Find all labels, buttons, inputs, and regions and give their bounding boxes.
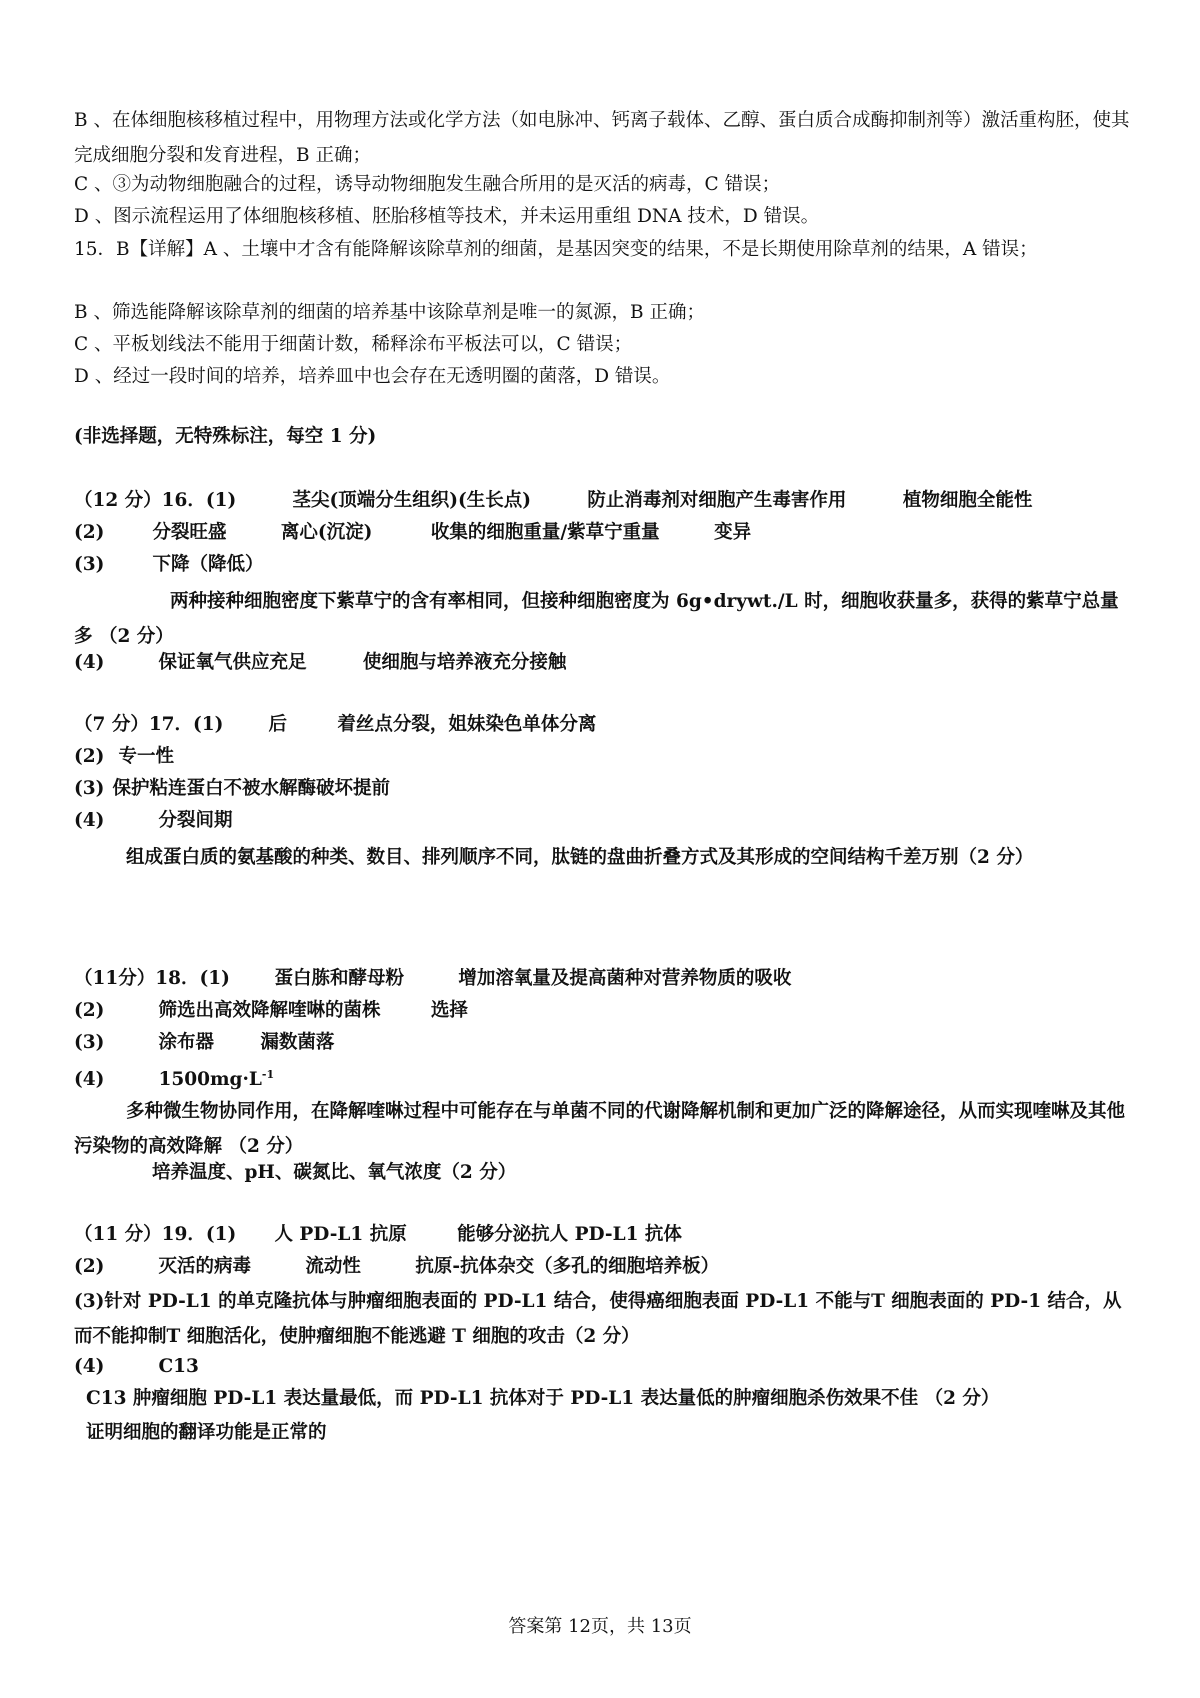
q16-answer-1c: 植物细胞全能性: [902, 490, 1033, 511]
section-note: (非选择题，无特殊标注，每空 1 分): [74, 426, 377, 447]
q16-answer-3b: 两种接种细胞密度下紫草宁的含有率相同，但接种细胞密度为 6g•drywt./L 时，细胞收获量多，获得的紫草宁总量多 （2 分）: [74, 591, 1119, 647]
q19-answer-1b: 能够分泌抗人 PD-L1 抗体: [457, 1224, 682, 1245]
q18-answer-4a-exponent: -1: [261, 1068, 275, 1081]
q16-answer-2b: 离心(沉淀): [280, 522, 373, 543]
q18-sub-4-label: (4): [74, 1069, 105, 1091]
q19-line-4: [74, 1350, 1134, 1384]
q18-answer-2b: 选择: [430, 1000, 468, 1021]
q18-answer-3b: 漏数菌落: [260, 1032, 335, 1053]
q17-answer-1a: 后: [268, 714, 287, 735]
q18-answer-4a: [158, 1058, 274, 1097]
q16-sub-2-label: (2): [74, 522, 105, 543]
q16-line-1: [74, 484, 1134, 518]
q18-answer-1b: 增加溶氧量及提高菌种对营养物质的吸收: [458, 968, 792, 989]
q14-option-c-text: C 、③为动物细胞融合的过程，诱导动物细胞发生融合所用的是灭活的病毒，C 错误；: [74, 174, 781, 195]
q16-line-2: [74, 516, 1134, 550]
q18-label: （11分）18．(1): [74, 968, 230, 989]
q16-answer-1b: 防止消毒剂对细胞产生毒害作用: [587, 490, 847, 511]
q19-answer-4a: C13: [158, 1356, 199, 1377]
q18-answer-3a: 涂布器: [158, 1032, 214, 1053]
q18-answer-1a: 蛋白胨和酵母粉: [274, 968, 404, 989]
q17-sub-3-label: (3): [74, 778, 105, 799]
q17-sub-2-label: (2): [74, 746, 105, 767]
q14-option-d-text: D 、图示流程运用了体细胞核移植、胚胎移植等技术，并未运用重组 DNA 技术，D 错误。: [74, 206, 820, 227]
q17-answer-2: 专一性: [118, 746, 174, 767]
q17-answer-3: 保护粘连蛋白不被水解酶破坏提前: [112, 778, 390, 799]
q18-sub-3-label: (3): [74, 1032, 105, 1053]
q19-sub-2-label: (2): [74, 1256, 105, 1277]
q17-line-2: [74, 740, 1134, 774]
q17-line-1: [74, 708, 1134, 742]
q18-answer-4a-value: 1500mg·L: [158, 1069, 262, 1091]
q16-answer-1a: 茎尖(顶端分生组织)(生长点): [292, 490, 531, 511]
q19-label: （11 分）19．(1): [74, 1224, 237, 1245]
q16-answer-2c: 收集的细胞重量/紫草宁重量: [430, 522, 660, 543]
q18-answer-2a: 筛选出高效降解喹啉的菌株: [158, 1000, 381, 1021]
q18-line-2: [74, 994, 1134, 1028]
q17-line-3: [74, 772, 1134, 806]
q17-answer-1b: 着丝点分裂，姐妹染色单体分离: [337, 714, 597, 735]
q16-line-4: [74, 646, 1134, 680]
q18-line-1: [74, 962, 1134, 996]
q16-answer-4a: 保证氧气供应充足: [158, 652, 307, 673]
q17-line-4: [74, 804, 1134, 838]
q18-line-4: [74, 1058, 1134, 1097]
q19-answer-3: (3)针对 PD-L1 的单克隆抗体与肿瘤细胞表面的 PD-L1 结合，使得癌细胞表面 PD-L1 不能与T 细胞表面的 PD-1 结合，从而不能抑制T 细胞活化，使肿瘤细胞不能逃避 T 细胞的攻击（2 分）: [74, 1291, 1122, 1347]
q17-answer-4b: 组成蛋白质的氨基酸的种类、数目、排列顺序不同，肽链的盘曲折叠方式及其形成的空间结构千差万别（2 分）: [126, 847, 1034, 868]
q19-answer-2b: 流动性: [305, 1256, 361, 1277]
q19-sub-4-label: (4): [74, 1356, 105, 1377]
q19-answer-4c: 证明细胞的翻译功能是正常的: [86, 1422, 327, 1443]
q15-option-b-text: B 、筛选能降解该除草剂的细菌的培养基中该除草剂是唯一的氮源，B 正确；: [74, 302, 705, 323]
q18-line-3: [74, 1026, 1134, 1060]
q19-answer-1a: 人 PD-L1 抗原: [274, 1224, 407, 1245]
q18-answer-4b: 多种微生物协同作用，在降解喹啉过程中可能存在与单菌不同的代谢降解机制和更加广泛的降解途径，从而实现喹啉及其他污染物的高效降解 （2 分）: [74, 1101, 1126, 1157]
q16-sub-3-label: (3): [74, 554, 105, 575]
q16-label: （12 分）16．(1): [74, 490, 237, 511]
q17-sub-4-label: (4): [74, 810, 105, 831]
q16-answer-3a: 下降（降低）: [152, 554, 264, 575]
q16-answer-4b: 使细胞与培养液充分接触: [362, 652, 567, 673]
q16-line-3: [74, 548, 1134, 582]
page-footer: 答案第 12页，共 13页: [508, 1616, 692, 1637]
q19-answer-2a: 灭活的病毒: [158, 1256, 251, 1277]
q17-label: （7 分）17．(1): [74, 714, 224, 735]
q16-answer-2a: 分裂旺盛: [152, 522, 227, 543]
q15-option-c-text: C 、平板划线法不能用于细菌计数，稀释涂布平板法可以，C 错误；: [74, 334, 633, 355]
q16-answer-2d: 变异: [714, 522, 752, 543]
q19-answer-4b: C13 肿瘤细胞 PD-L1 表达量最低，而 PD-L1 抗体对于 PD-L1 表达量低的肿瘤细胞杀伤效果不佳 （2 分）: [86, 1388, 1000, 1409]
q17-answer-4a: 分裂间期: [158, 810, 233, 831]
q15-option-d-text: D 、经过一段时间的培养，培养皿中也会存在无透明圈的菌落，D 错误。: [74, 366, 671, 387]
q18-answer-4c: 培养温度、pH、碳氮比、氧气浓度（2 分）: [152, 1162, 517, 1183]
q19-line-2: [74, 1250, 1134, 1284]
q16-sub-4-label: (4): [74, 652, 105, 673]
q19-line-1: [74, 1218, 1134, 1252]
q18-sub-2-label: (2): [74, 1000, 105, 1021]
q19-answer-2c: 抗原-抗体杂交（多孔的细胞培养板）: [415, 1256, 720, 1277]
q15-option-a-text: 15．B【详解】A 、土壤中才含有能降解该除草剂的细菌，是基因突变的结果，不是长期使用除草剂的结果，A 错误；: [74, 239, 1038, 260]
q14-option-b-text: B 、在体细胞核移植过程中，用物理方法或化学方法（如电脉冲、钙离子载体、乙醇、蛋白质合成酶抑制剂等）激活重构胚，使其完成细胞分裂和发育进程，B 正确；: [74, 110, 1130, 166]
